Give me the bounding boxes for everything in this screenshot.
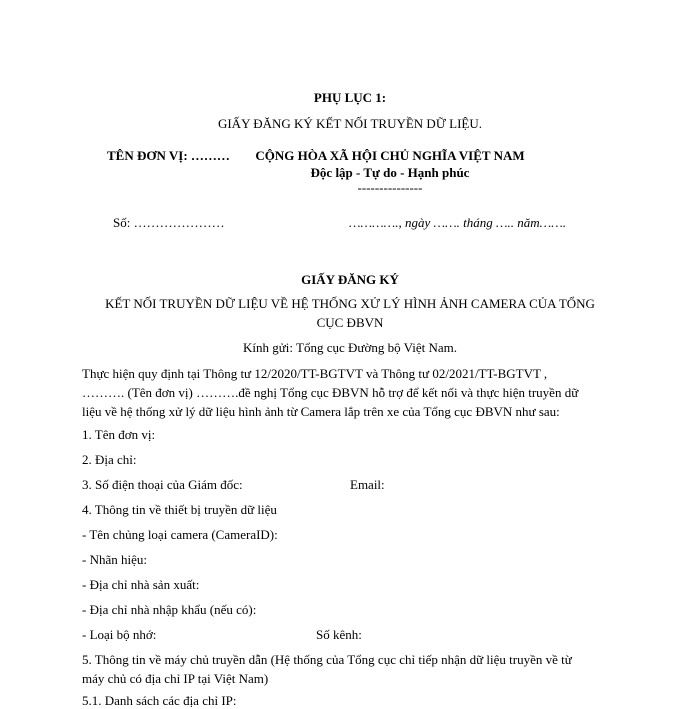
addressee: Kính gửi: Tổng cục Đường bộ Việt Nam. xyxy=(243,340,457,355)
field-director-phone: 3. Số điện thoại của Giám đốc: xyxy=(82,477,243,492)
section-device-info: 4. Thông tin về thiết bị truyền dữ liệu xyxy=(82,502,277,517)
nation-heading: CỘNG HÒA XÃ HỘI CHỦ NGHĨA VIỆT NAM xyxy=(255,148,525,163)
intro-line-2: ………. (Tên đơn vị) ……….đề nghị Tổng cục ĐBVN hỗ trợ để kết nối và thực hiện truyền dữ xyxy=(82,385,579,400)
field-unit-name: 1. Tên đơn vị: xyxy=(82,427,156,442)
document-number-field: Số: ………………… xyxy=(113,215,225,230)
field-email: Email: xyxy=(350,477,385,492)
form-title: GIẤY ĐĂNG KÝ KẾT NỐI TRUYỀN DỮ LIỆU. xyxy=(217,116,483,131)
field-manufacturer-address: - Địa chỉ nhà sản xuất: xyxy=(82,577,200,592)
subject-line-2: CỤC ĐBVN xyxy=(316,315,384,330)
unit-name-field: TÊN ĐƠN VỊ: ……… xyxy=(107,148,230,163)
field-camera-id: - Tên chủng loại camera (CameraID): xyxy=(82,527,278,542)
appendix-label: PHỤ LỤC 1: xyxy=(313,90,387,105)
intro-line-1: Thực hiện quy định tại Thông tư 12/2020/TT-BGTVT và Thông tư 02/2021/TT-BGTVT , xyxy=(82,366,548,381)
motto: Độc lập - Tự do - Hạnh phúc xyxy=(310,165,470,180)
intro-line-3: liệu về hệ thống xử lý dữ liệu hình ảnh từ Camera lắp trên xe của Tổng cục ĐBVN như sau: xyxy=(82,404,560,419)
field-channel-count: Số kênh: xyxy=(316,627,362,642)
field-address: 2. Địa chỉ: xyxy=(82,452,137,467)
field-brand: - Nhãn hiệu: xyxy=(82,552,147,567)
document-title: GIẤY ĐĂNG KÝ xyxy=(301,272,399,287)
field-importer-address: - Địa chỉ nhà nhập khẩu (nếu có): xyxy=(82,602,257,617)
subject-line-1: KẾT NỐI TRUYỀN DỮ LIỆU VỀ HỆ THỐNG XỬ LÝ HÌNH ẢNH CAMERA CỦA TỔNG xyxy=(105,296,595,311)
field-memory-type: - Loại bộ nhớ: xyxy=(82,627,157,642)
date-line: …………., ngày ……. tháng ….. năm……. xyxy=(349,215,567,230)
section-server-info-2: máy chủ có địa chỉ IP tại Việt Nam) xyxy=(82,671,269,686)
section-server-info-1: 5. Thông tin về máy chủ truyền dẫn (Hệ thống của Tổng cục chỉ tiếp nhận dữ liệu truyền về từ xyxy=(82,652,572,667)
field-ip-list: 5.1. Danh sách các địa chỉ IP: xyxy=(82,693,237,708)
divider: --------------- xyxy=(357,180,423,195)
